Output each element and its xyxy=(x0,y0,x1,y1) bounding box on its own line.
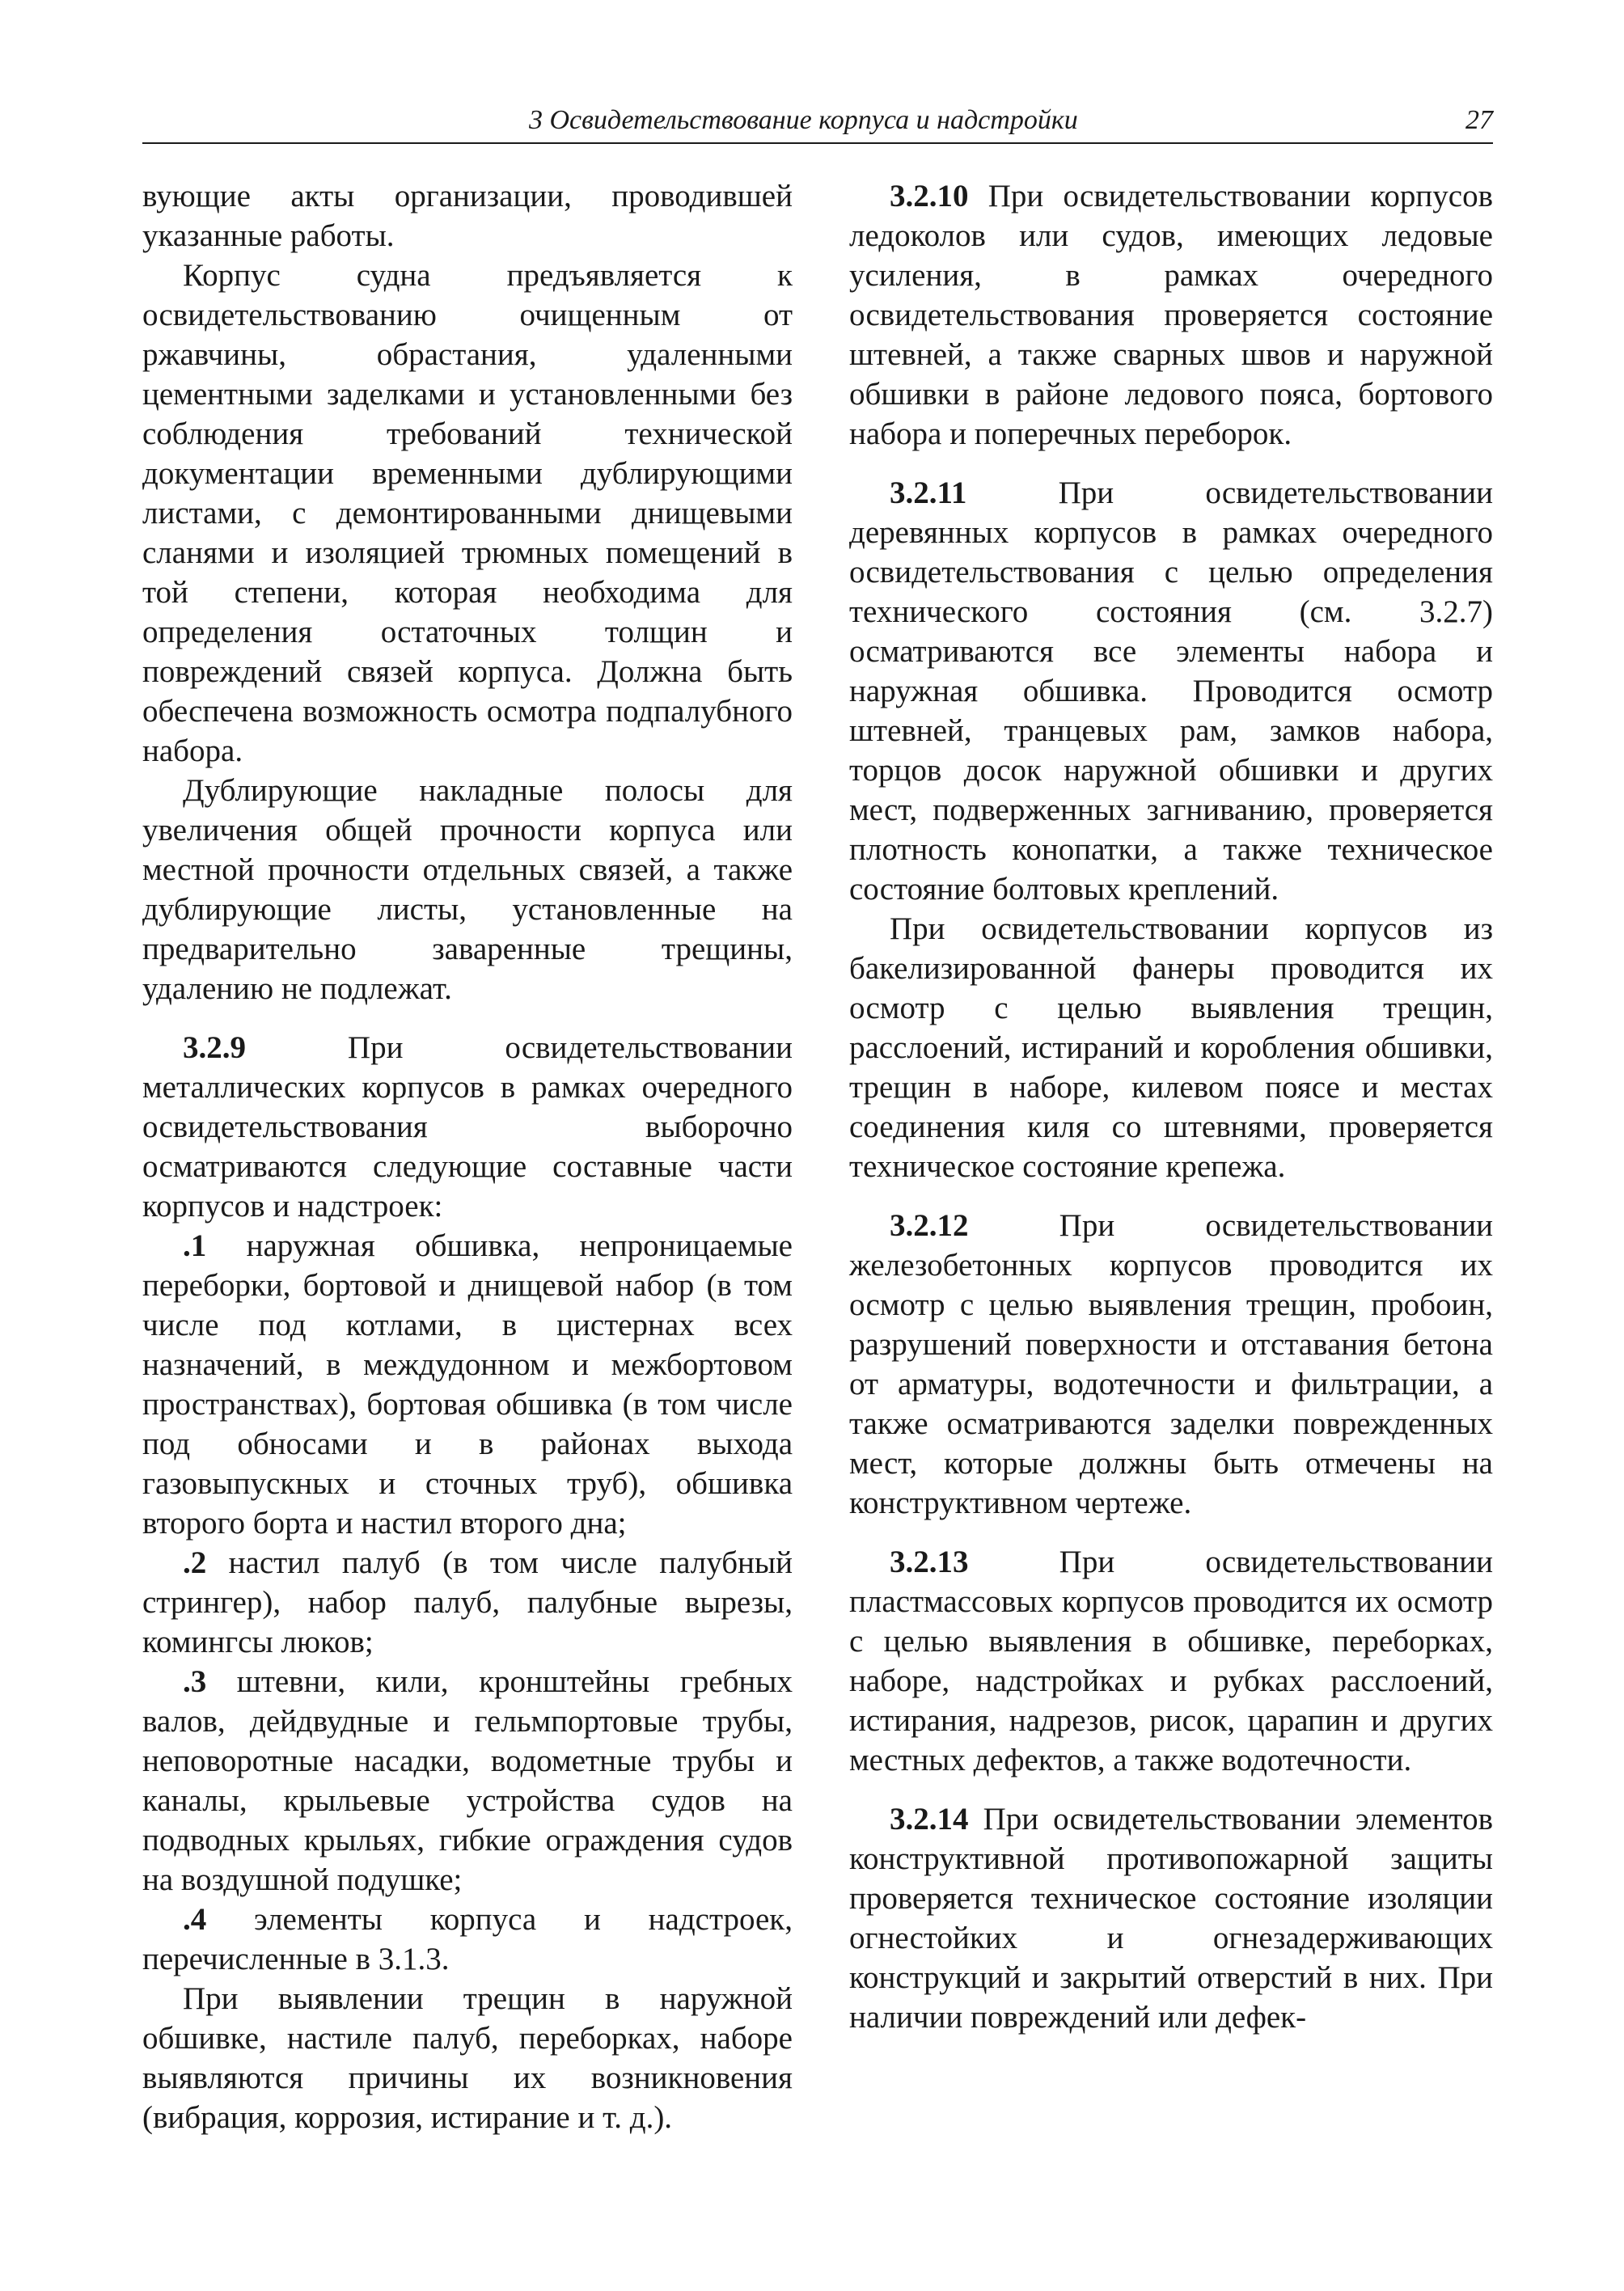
list-item-3 xyxy=(142,1662,793,1900)
section-number: 3.2.9 xyxy=(183,1030,246,1065)
paragraph-hull-presentation: Корпус судна предъявляется к освидетельствованию очищенным от ржавчины, обрастания, удаленными цементными заделками и установленными без соблюдения требований технической документации временными дублирующими листами, с демонтированными днищевыми сланями и изоляцией трюмных помещений в той степени, которая необходима для определения остаточных толщин и повреждений связей корпуса. Должна быть обеспечена возможность осмотра подпалубного набора. xyxy=(142,258,793,768)
section-number: 3.2.13 xyxy=(890,1545,969,1579)
item-number: .4 xyxy=(183,1902,207,1937)
item-text: настил палуб (в том числе палубный стрингер), набор палуб, палубные вырезы, комингсы люков; xyxy=(142,1545,793,1659)
paragraph-doubling-strips: Дублирующие накладные полосы для увеличения общей прочности корпуса или местной прочности отдельных связей, а также дублирующие листы, установленные на предварительно заваренные трещины, удалению не подлежат. xyxy=(142,773,793,1006)
section-3-2-10 xyxy=(849,176,1493,454)
page-number: 27 xyxy=(1465,105,1493,135)
section-number: 3.2.14 xyxy=(890,1802,969,1837)
list-item-2 xyxy=(142,1543,793,1662)
section-text: При освидетельствовании пластмассовых корпусов проводится их осмотр с целью выявления в обшивке, переборках, наборе, надстройках и рубках расслоений, истирания, надрезов, рисок, царапин и других местных дефектов, а также водотечности. xyxy=(849,1545,1493,1777)
item-text: элементы корпуса и надстроек, перечисленные в 3.1.3. xyxy=(142,1902,793,1976)
running-header xyxy=(142,104,1493,144)
section-text: При освидетельствовании металлических корпусов в рамках очередного освидетельствования выборочно осматриваются следующие составные части корпусов и надстроек: xyxy=(142,1030,793,1224)
list-item-4 xyxy=(142,1900,793,1979)
section-number: 3.2.12 xyxy=(890,1208,969,1243)
item-text: наружная обшивка, непроницаемые переборки, бортовой и днищевой набор (в том числе под котлами, в цистернах всех назначений, в междудонном и межбортовом пространствах), бортовая обшивка (в том числе под обносами и в районах выхода газовыпускных и сточных труб), обшивка второго борта и настил второго дна; xyxy=(142,1228,793,1541)
section-text: При освидетельствовании корпусов ледоколов или судов, имеющих ледовые усиления, в рамках очередного освидетельствования проверяется состояние штевней, а также сварных швов и наружной обшивки в районе ледового пояса, бортового набора и поперечных переборок. xyxy=(849,179,1493,451)
section-3-2-13 xyxy=(849,1542,1493,1780)
section-3-2-9 xyxy=(142,1028,793,1226)
paragraph-bakelite-plywood: При освидетельствовании корпусов из бакелизированной фанеры проводится их осмотр с целью выявления трещин, расслоений, истираний и коробления обшивки, трещин в наборе, килевом поясе и местах соединения киля со штевнями, проверяется техническое состояние крепежа. xyxy=(849,911,1493,1184)
section-3-2-14 xyxy=(849,1799,1493,2037)
paragraph-continuation: вующие акты организации, проводившей указанные работы. xyxy=(142,179,793,253)
right-column xyxy=(849,176,1493,2037)
section-number: 3.2.10 xyxy=(890,179,969,213)
left-column xyxy=(142,176,793,2137)
section-3-2-11 xyxy=(849,473,1493,909)
item-text: штевни, кили, кронштейны гребных валов, дейдвудные и гельмпортовые трубы, неповоротные насадки, водометные трубы и каналы, крыльевые устройства судов на подводных крыльях, гибкие ограждения судов на воздушной подушке; xyxy=(142,1664,793,1897)
list-item-1 xyxy=(142,1226,793,1543)
section-3-2-12 xyxy=(849,1206,1493,1523)
paragraph-crack-causes: При выявлении трещин в наружной обшивке, настиле палуб, переборках, наборе выявляются причины их возникновения (вибрация, коррозия, истирание и т. д.). xyxy=(142,1981,793,2135)
section-text: При освидетельствовании элементов конструктивной противопожарной защиты проверяется техническое состояние изоляции огнестойких и огнезадерживающих конструкций и закрытий отверстий в них. При наличии повреждений или дефек- xyxy=(849,1802,1494,2035)
item-number: .2 xyxy=(183,1545,207,1580)
section-number: 3.2.11 xyxy=(890,476,967,510)
item-number: .3 xyxy=(183,1664,207,1699)
item-number: .1 xyxy=(183,1228,207,1263)
header-title: 3 Освидетельствование корпуса и надстройки xyxy=(529,105,1078,135)
section-text: При освидетельствовании железобетонных корпусов проводится их осмотр с целью выявления трещин, пробоин, разрушений поверхности и отставания бетона от арматуры, водотечности и фильтрации, а также осматриваются заделки поврежденных мест, которые должны быть отмечены на конструктивном чертеже. xyxy=(849,1208,1493,1520)
section-text: При освидетельствовании деревянных корпусов в рамках очередного освидетельствования с целью определения технического состояния (см. 3.2.7) осматриваются все элементы набора и наружная обшивка. Проводится осмотр штевней, транцевых рам, замков набора, торцов досок наружной обшивки и других мест, подверженных загниванию, проверяется плотность конопатки, а также техническое состояние болтовых креплений. xyxy=(849,476,1494,907)
